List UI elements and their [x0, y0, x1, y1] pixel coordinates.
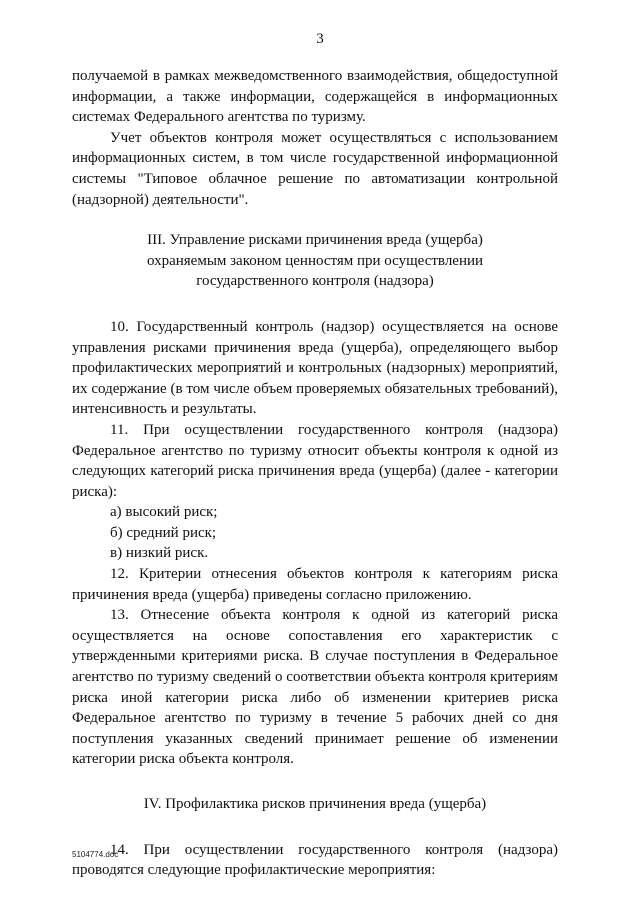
section-heading-line: IV. Профилактика рисков причинения вреда (ущерба): [143, 796, 487, 812]
paragraph-12: 12. Критерии отнесения объектов контроля к категориям риска причинения вреда (ущерба) приведены согласно приложению.: [72, 566, 558, 603]
section-heading-line: III. Управление рисками причинения вреда (ущерба): [147, 232, 483, 249]
risk-item-medium: б) средний риск;: [110, 524, 217, 541]
paragraph-14: 14. При осуществлении государственного контроля (надзора) проводятся следующие профилактические мероприятия:: [72, 841, 558, 879]
section-heading-line: государственного контроля (надзора): [196, 273, 434, 290]
section-heading-line: охраняемым законом ценностям при осуществлении: [146, 252, 484, 269]
paragraph-11: 11. При осуществлении государственного контроля (надзора) Федеральное агентство по туризму относит объекты контроля к одной из следующих категорий риска причинения вреда (ущерба) (далее - категории риска):: [72, 421, 558, 500]
section-heading-3: [72, 230, 558, 292]
paragraph-13: 13. Отнесение объекта контроля к одной из категорий риска осуществляется на основе сопоставления его характеристик с утвержденными критериями риска. В случае поступления в Федеральное агентство по туризму сведений о соответствии объекта контроля критериям риска иной категории риска либо об изменении критериев риска Федеральное агентство по туризму в течение 5 рабочих дней со дня поступления указанных сведений принимает решение об изменении категории риска объекта контроля.: [72, 607, 558, 768]
page-number: 3: [316, 31, 324, 47]
footer-filename: 5104774.doc: [72, 850, 119, 859]
document-body: [72, 66, 558, 881]
risk-item-high: а) высокий риск;: [110, 504, 218, 521]
paragraph-10: 10. Государственный контроль (надзор) осуществляется на основе управления рисками причинения вреда (ущерба), определяющего выбор профилактических мероприятий и контрольных (надзорных) мероприятий, их содержание (в том числе объем проверяемых обязательных требований), интенсивность и результаты.: [72, 318, 558, 418]
risk-item-low: в) низкий риск.: [110, 545, 209, 562]
section-heading-4: [72, 794, 558, 815]
paragraph: получаемой в рамках межведомственного взаимодействия, общедоступной информации, а также информации, содержащейся в информационных системах Федерального агентства по туризму.: [72, 68, 558, 126]
paragraph: Учет объектов контроля может осуществляться с использованием информационных систем, в том числе государственной информационной системы "Типовое облачное решение по автоматизации контрольной (надзорной) деятельности".: [72, 129, 558, 208]
